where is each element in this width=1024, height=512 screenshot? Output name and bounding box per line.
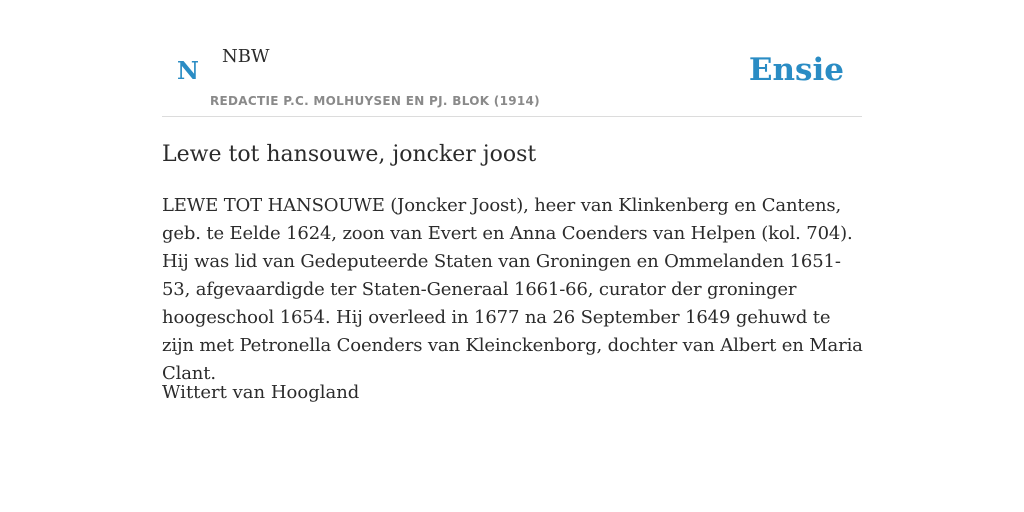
article-page [162, 0, 862, 512]
source-header [162, 0, 862, 117]
source-subtitle: REDACTIE P.C. MOLHUYSEN EN PJ. BLOK (1914) [210, 94, 540, 108]
source-name[interactable]: NBW [222, 46, 270, 67]
article-title: Lewe tot hansouwe, joncker joost [162, 142, 537, 167]
brand-logo-link[interactable]: Ensie [748, 52, 844, 88]
article-body: LEWE TOT HANSOUWE (Joncker Joost), heer van Klinkenberg en Cantens, geb. te Eelde 1624, zoon van Evert en Anna Coenders van Helpen (kol. 704). Hij was lid van Gedeputeerde Staten van Groningen en Ommelanden 1651-53, afgevaardigde ter Staten-Generaal 1661-66, curator der groninger hoogeschool 1654. Hij overleed in 1677 na 26 September 1649 gehuwd te zijn met Petronella Coenders van Kleinckenborg, dochter van Albert en Maria Clant. [162, 195, 863, 384]
article-author: Wittert van Hoogland [162, 382, 360, 403]
source-logo: N [177, 56, 199, 85]
